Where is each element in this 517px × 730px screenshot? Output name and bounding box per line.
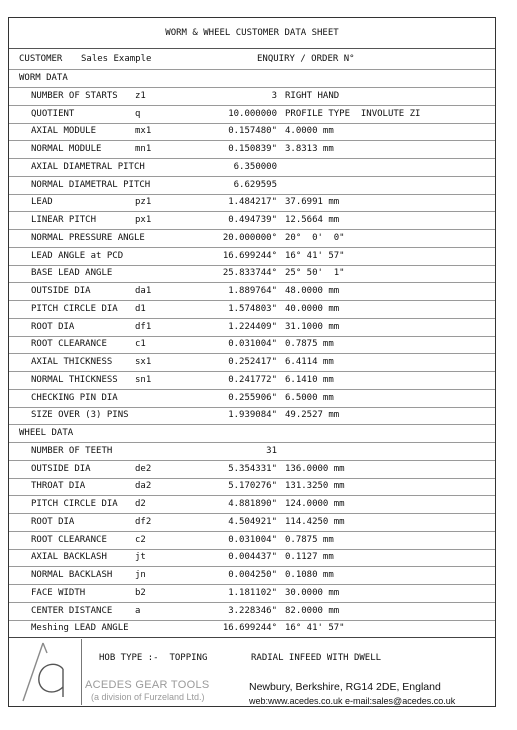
row-value-metric: 6.1410 mm: [285, 374, 334, 385]
row-value-inch: 5.170276": [228, 481, 277, 492]
row-symbol: pz1: [135, 197, 152, 208]
row-value-inch: 6.629595: [233, 179, 277, 190]
data-row: [9, 603, 495, 621]
data-row: [9, 265, 495, 283]
row-value-inch: 16.699244°: [222, 623, 277, 634]
row-value-inch: 3.228346": [228, 605, 277, 616]
row-symbol: c2: [135, 534, 146, 545]
row-symbol: sn1: [135, 374, 152, 385]
row-symbol: q: [135, 108, 141, 119]
row-label: NORMAL DIAMETRAL PITCH: [31, 179, 151, 190]
row-value-metric: 49.2527 mm: [285, 410, 340, 421]
row-symbol: b2: [135, 587, 146, 598]
row-value-metric: 4.0000 mm: [285, 126, 334, 137]
row-value-metric: 114.4250 mm: [285, 516, 345, 527]
row-value-inch: 4.504921": [228, 516, 277, 527]
row-label: OUTSIDE DIA: [31, 286, 91, 296]
data-row: [9, 141, 495, 159]
data-row: [9, 461, 495, 479]
row-value-metric: RIGHT HAND: [285, 90, 340, 101]
row-value-metric: 48.0000 mm: [285, 286, 340, 296]
row-value-metric: 40.0000 mm: [285, 303, 340, 314]
company-name: ACEDES GEAR TOOLS: [85, 679, 210, 691]
row-symbol: jt: [135, 552, 146, 563]
hob-type: HOB TYPE :- TOPPING: [99, 653, 208, 663]
row-value-inch: 0.031004": [228, 534, 277, 545]
row-label: LEAD ANGLE at PCD: [31, 250, 124, 261]
row-value-metric: 20° 0' 0": [285, 232, 345, 243]
row-label: AXIAL MODULE: [31, 126, 97, 137]
row-label: AXIAL DIAMETRAL PITCH: [31, 161, 145, 172]
row-value-metric: 136.0000 mm: [285, 463, 345, 474]
row-value-inch: 0.150839": [228, 144, 277, 154]
data-row: [9, 336, 495, 354]
customer-value: Sales Example: [81, 54, 152, 64]
row-label: ROOT CLEARANCE: [31, 534, 107, 545]
row-value-inch: 0.157480": [228, 126, 277, 137]
data-row: [9, 496, 495, 514]
data-row: [9, 390, 495, 408]
row-label: FACE WIDTH: [31, 587, 86, 598]
row-label: NORMAL THICKNESS: [31, 374, 118, 385]
row-value-inch: 31: [266, 445, 277, 456]
company-division: (a division of Furzeland Ltd.): [91, 692, 205, 702]
row-value-inch: 1.484217": [228, 197, 277, 208]
data-row: [9, 230, 495, 248]
data-row: [9, 585, 495, 603]
row-label: NORMAL MODULE: [31, 144, 102, 154]
row-label: SIZE OVER (3) PINS: [31, 410, 129, 421]
row-symbol: c1: [135, 339, 146, 350]
row-value-inch: 5.354331": [228, 463, 277, 474]
enquiry-order-label: ENQUIRY / ORDER N°: [257, 54, 355, 64]
row-value-metric: 0.7875 mm: [285, 339, 334, 350]
row-symbol: df2: [135, 516, 152, 527]
row-value-inch: 0.031004": [228, 339, 277, 350]
row-value-inch: 25.833744°: [222, 268, 277, 279]
row-value-inch: 0.255906": [228, 392, 277, 403]
row-value-inch: 16.699244°: [222, 250, 277, 261]
infeed-type: RADIAL INFEED WITH DWELL: [251, 653, 382, 663]
row-label: PITCH CIRCLE DIA: [31, 499, 118, 509]
row-value-metric: 131.3250 mm: [285, 481, 345, 492]
footer: [9, 635, 495, 706]
customer-label: CUSTOMER: [19, 54, 63, 64]
row-value-metric: 30.0000 mm: [285, 587, 340, 598]
row-symbol: z1: [135, 90, 146, 101]
row-value-inch: 6.350000: [233, 161, 277, 172]
row-value-metric: 124.0000 mm: [285, 499, 345, 509]
row-value-inch: 0.241772": [228, 374, 277, 385]
company-web-email: web:www.acedes.co.uk e-mail:sales@acedes.co.uk: [249, 696, 456, 706]
data-row: [9, 372, 495, 390]
row-label: ROOT CLEARANCE: [31, 339, 107, 350]
row-symbol: mx1: [135, 126, 152, 137]
data-row: [9, 567, 495, 585]
row-value-inch: 1.939084": [228, 410, 277, 421]
row-value-metric: 6.4114 mm: [285, 357, 334, 367]
data-row: [9, 514, 495, 532]
row-symbol: px1: [135, 215, 152, 225]
row-label: ROOT DIA: [31, 321, 75, 332]
row-label: NUMBER OF STARTS: [31, 90, 118, 101]
row-value-inch: 3: [271, 90, 277, 101]
row-value-inch: 1.181102": [228, 587, 277, 598]
row-label: WORM DATA: [19, 73, 68, 83]
row-value-metric: 82.0000 mm: [285, 605, 340, 616]
row-symbol: a: [135, 605, 141, 616]
row-symbol: jn: [135, 570, 146, 580]
row-value-metric: 0.1127 mm: [285, 552, 334, 563]
row-label: LEAD: [31, 197, 53, 208]
row-symbol: de2: [135, 463, 152, 474]
row-symbol: da2: [135, 481, 152, 492]
row-label: NORMAL BACKLASH: [31, 570, 113, 580]
row-label: NUMBER OF TEETH: [31, 445, 113, 456]
data-row: [9, 354, 495, 372]
sheet-title: WORM & WHEEL CUSTOMER DATA SHEET: [9, 18, 495, 49]
data-row: [9, 212, 495, 230]
data-row: [9, 283, 495, 301]
row-value-inch: 1.574803": [228, 303, 277, 314]
data-row: [9, 248, 495, 266]
row-symbol: d1: [135, 303, 146, 314]
row-value-inch: 10.000000: [228, 108, 277, 119]
customer-row: [9, 49, 495, 70]
row-value-metric: 16° 41' 57": [285, 623, 345, 634]
section-header-row: [9, 425, 495, 443]
row-label: WHEEL DATA: [19, 428, 74, 438]
data-sheet: [8, 17, 496, 707]
row-label: PITCH CIRCLE DIA: [31, 303, 118, 314]
row-label: Meshing LEAD ANGLE: [31, 623, 129, 634]
row-label: ROOT DIA: [31, 516, 75, 527]
data-row: [9, 549, 495, 567]
data-row: [9, 443, 495, 461]
data-row: [9, 194, 495, 212]
data-row: [9, 301, 495, 319]
data-row: [9, 106, 495, 124]
acedes-logo: [13, 639, 82, 705]
row-value-metric: 0.7875 mm: [285, 534, 334, 545]
row-value-metric: 6.5000 mm: [285, 392, 334, 403]
row-value-inch: 0.004437": [228, 552, 277, 563]
row-value-inch: 1.889764": [228, 286, 277, 296]
row-value-metric: 37.6991 mm: [285, 197, 340, 208]
data-row: [9, 88, 495, 106]
row-label: CENTER DISTANCE: [31, 605, 113, 616]
data-row: [9, 478, 495, 496]
row-value-metric: 12.5664 mm: [285, 215, 340, 225]
company-address: Newbury, Berkshire, RG14 2DE, England: [249, 681, 441, 693]
row-value-metric: 31.1000 mm: [285, 321, 340, 332]
data-row: [9, 407, 495, 425]
section-header-row: [9, 70, 495, 88]
row-label: BASE LEAD ANGLE: [31, 268, 113, 279]
data-row: [9, 532, 495, 550]
row-label: OUTSIDE DIA: [31, 463, 91, 474]
row-label: THROAT DIA: [31, 481, 86, 492]
row-value-inch: 20.000000°: [222, 232, 277, 243]
row-value-inch: 0.494739": [228, 215, 277, 225]
row-symbol: mn1: [135, 144, 152, 154]
row-label: NORMAL PRESSURE ANGLE: [31, 232, 145, 243]
row-value-metric: 3.8313 mm: [285, 144, 334, 154]
row-value-metric: 16° 41' 57": [285, 250, 345, 261]
row-value-inch: 1.224409": [228, 321, 277, 332]
row-value-metric: PROFILE TYPE INVOLUTE ZI: [285, 108, 421, 119]
row-label: QUOTIENT: [31, 108, 75, 119]
data-row: [9, 159, 495, 177]
row-symbol: da1: [135, 286, 152, 296]
row-symbol: df1: [135, 321, 152, 332]
row-symbol: d2: [135, 499, 146, 509]
row-label: CHECKING PIN DIA: [31, 392, 118, 403]
data-row: [9, 177, 495, 195]
data-row: [9, 319, 495, 337]
row-label: LINEAR PITCH: [31, 215, 97, 225]
acedes-logo-mark: [13, 639, 75, 703]
data-row: [9, 123, 495, 141]
row-label: AXIAL THICKNESS: [31, 357, 113, 367]
row-value-inch: 0.004250": [228, 570, 277, 580]
row-value-metric: 0.1080 mm: [285, 570, 334, 580]
row-value-inch: 4.881890": [228, 499, 277, 509]
row-symbol: sx1: [135, 357, 152, 367]
row-value-inch: 0.252417": [228, 357, 277, 367]
row-label: AXIAL BACKLASH: [31, 552, 107, 563]
row-value-metric: 25° 50' 1": [285, 268, 345, 279]
